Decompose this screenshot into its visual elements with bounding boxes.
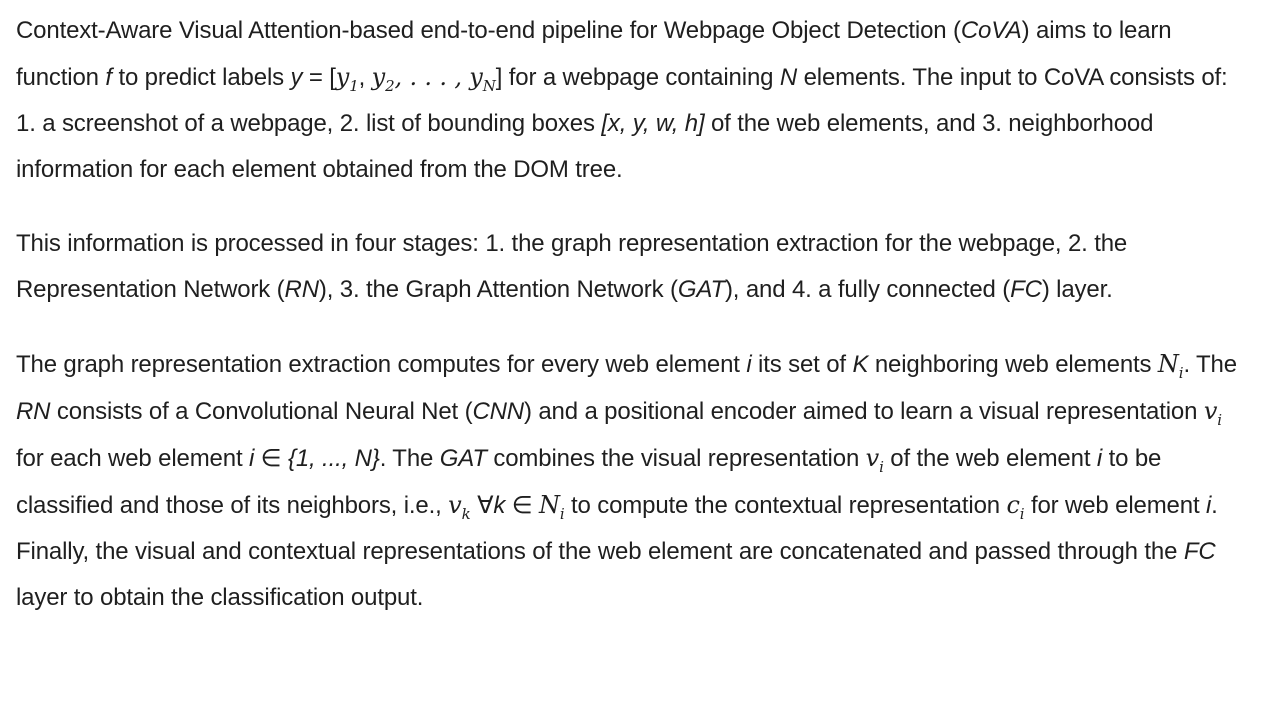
math-subscript: 1	[349, 76, 359, 95]
math-symbol: y	[371, 63, 386, 91]
math-subscript: N	[482, 76, 496, 95]
text-run: ), 3. the Graph Attention Network (	[318, 276, 678, 303]
math-symbol: N	[1157, 350, 1179, 378]
document-body	[16, 8, 1252, 621]
text-run: of the web element	[883, 445, 1097, 472]
text-run: ] for a webpage containing	[495, 64, 780, 91]
text-run: for each web element	[16, 445, 249, 472]
math-subscript: i	[879, 457, 884, 476]
text-run: consists of a Convolutional Neural Net (	[50, 398, 473, 425]
math-subscript: k	[461, 504, 471, 523]
text-run: ), and 4. a fully connected (	[724, 276, 1011, 303]
paragraph-stages	[16, 221, 1252, 313]
text-run: = [	[302, 64, 336, 91]
text-run: to predict labels	[111, 64, 291, 91]
text-run: elements. The input to CoVA consists of: 1. a screenshot of a webpage, 2. list of bounding boxes	[16, 64, 1228, 137]
math-subscript: 2	[385, 76, 395, 95]
text-run: of the web elements, and 3. neighborhood information for each element obtained from the DOM tree.	[16, 110, 1154, 183]
text-run: This information is processed in four stages: 1. the graph representation extraction for the webpage, 2. the Representation Network (	[16, 230, 1128, 303]
text-run: . The	[1183, 351, 1237, 378]
math-subscript: i	[559, 504, 565, 523]
italic-term: FC	[1183, 538, 1216, 565]
text-run: Context-Aware Visual Attention-based end-to-end pipeline for Webpage Object Detection (	[16, 17, 961, 44]
italic-term: CNN	[472, 398, 524, 425]
italic-term: GAT	[439, 445, 487, 472]
italic-term: f	[105, 64, 112, 91]
italic-term: [x, y, w, h]	[601, 110, 705, 137]
italic-term: FC	[1010, 276, 1042, 303]
paragraph-intro	[16, 8, 1252, 193]
text-run: for web element	[1024, 492, 1206, 519]
text-run: ) layer.	[1041, 276, 1113, 303]
math-subscript: i	[1217, 410, 1222, 429]
text-run: ) aims to learn function	[16, 17, 1172, 91]
italic-term: RN	[284, 276, 319, 303]
text-run: neighboring web elements	[868, 351, 1158, 378]
text-run: to compute the contextual representation	[564, 492, 1007, 519]
math-symbol: y	[469, 63, 483, 91]
math-symbol: y	[335, 63, 350, 91]
math-subscript: i	[1019, 504, 1025, 523]
italic-term: CoVA	[960, 17, 1022, 44]
text-run: . Finally, the visual and contextual representations of the web element are concatenated and passed through the	[16, 492, 1218, 565]
italic-term: GAT	[677, 276, 725, 303]
italic-term: i	[1205, 492, 1212, 519]
math-symbol: c	[1006, 491, 1020, 519]
text-run: . The	[379, 445, 440, 472]
math-subscript: i	[1178, 363, 1184, 382]
italic-term: ∀k ∈	[470, 492, 539, 519]
text-run: The graph representation extraction computes for every web element	[16, 351, 747, 378]
text-run: ) and a positional encoder aimed to learn a visual representation	[523, 398, 1204, 425]
math-symbol: N	[538, 491, 560, 519]
math-symbol: , . . . ,	[394, 63, 470, 91]
text-run: ,	[358, 64, 372, 91]
text-run: its set of	[751, 351, 853, 378]
italic-term: i	[1096, 445, 1103, 472]
italic-term: K	[852, 351, 869, 378]
italic-term: i	[746, 351, 752, 378]
math-symbol: v	[1203, 397, 1218, 425]
math-symbol: v	[865, 444, 880, 472]
text-run: layer to obtain the classification output.	[16, 584, 424, 611]
text-run: combines the visual representation	[486, 445, 866, 472]
text-run: to be classified and those of its neighbors, i.e.,	[16, 445, 1162, 519]
italic-term: i ∈ {1, ..., N}	[248, 445, 380, 472]
italic-term: N	[779, 64, 798, 91]
italic-term: RN	[16, 398, 51, 425]
paragraph-details	[16, 341, 1252, 621]
italic-term: y	[290, 64, 303, 91]
math-symbol: v	[448, 491, 462, 519]
